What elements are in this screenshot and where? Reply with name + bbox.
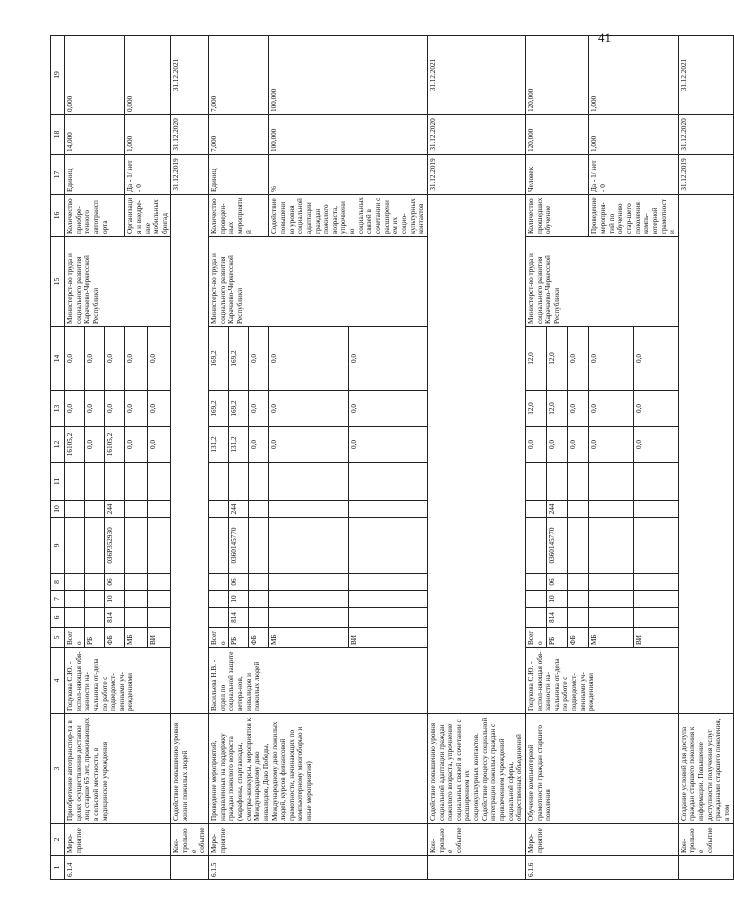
event-kind: Кон- трольное событие — [427, 824, 525, 856]
finance-cell: 0,0 — [568, 391, 589, 427]
measure-number: 6.1.5 — [209, 856, 428, 880]
finance-cell — [249, 591, 269, 608]
finance-cell: 169,2 — [229, 391, 249, 427]
finance-cell — [525, 574, 546, 591]
measure-kind: Меро- приятие — [209, 824, 428, 856]
finance-cell: 169,2 — [229, 327, 249, 391]
finance-cell — [85, 518, 105, 574]
finance-cell — [148, 518, 171, 574]
finance-cell — [209, 608, 229, 628]
finance-cell — [568, 574, 589, 591]
finance-cell — [148, 591, 171, 608]
finance-cell — [634, 463, 679, 501]
finance-cell: 0,0 — [85, 427, 105, 463]
column-number-cell: 10 — [51, 501, 65, 518]
finance-source: ВИ — [348, 628, 427, 648]
finance-cell: 0,0 — [269, 391, 348, 427]
finance-cell: 0,0 — [589, 427, 634, 463]
finance-cell — [589, 501, 634, 518]
finance-cell — [568, 591, 589, 608]
rotated-table-wrapper — [50, 40, 731, 880]
column-number-cell: 19 — [51, 36, 65, 115]
finance-cell: 12,0 — [547, 327, 568, 391]
finance-cell — [634, 574, 679, 591]
finance-cell: 10 — [547, 591, 568, 608]
finance-cell — [348, 574, 427, 591]
measure-executor: Гоцукова С.Ю. - испол-няющая обя-занности на-чальника от-дела по работе с подведомст-венными уч-реждениями — [525, 648, 678, 714]
finance-source: Всего — [65, 628, 85, 648]
finance-cell — [249, 518, 269, 574]
event-title: Содействие повышению уровня жизни пожилых людей — [171, 714, 209, 824]
indicator-value-2019: 1,000 — [589, 115, 678, 155]
finance-cell: 0,0 — [105, 327, 125, 391]
finance-cell: 169,2 — [209, 391, 229, 427]
finance-cell: 0,0 — [249, 327, 269, 391]
finance-cell: 169,2 — [209, 327, 229, 391]
indicator-value-2020: 1,000 — [589, 36, 678, 115]
event-row — [427, 36, 525, 880]
indicator-value-2019: 120,000 — [525, 115, 588, 155]
event-date-2021: 31.12.2021 — [678, 36, 733, 115]
column-number-cell: 12 — [51, 427, 65, 463]
finance-cell: 0,0 — [249, 427, 269, 463]
finance-source: ФБ — [568, 628, 589, 648]
finance-cell — [348, 501, 427, 518]
finance-cell — [85, 574, 105, 591]
measure-kind: Меро- приятие — [525, 824, 678, 856]
event-date-2019: 31.12.2019 — [171, 155, 209, 195]
column-number-cell: 13 — [51, 391, 65, 427]
measure-executor: Васильева Н.В. - отдел по социальной защите ветера-нов, инвалидов и пожилых людей — [209, 648, 428, 714]
finance-cell — [65, 463, 85, 501]
table-row — [525, 36, 546, 880]
measure-kind: Меро- приятие — [65, 824, 171, 856]
event-number — [678, 856, 733, 880]
finance-cell: 0,0 — [589, 391, 634, 427]
finance-cell: 0,0 — [125, 427, 148, 463]
finance-cell: 814 — [229, 608, 249, 628]
finance-cell: 06 — [547, 574, 568, 591]
finance-source: ВИ — [148, 628, 171, 648]
finance-cell — [269, 518, 348, 574]
event-row — [171, 36, 209, 880]
finance-cell: 244 — [547, 501, 568, 518]
event-title: Содействие повышению уровня социальной адаптации граждан пожилого возраста, упрочнение социальных связей в сочетании с расширением их социокультурных контактов. Содействие процессу социальной интеграции пожилых граждан с привлечением учреждений социальной сферы, общественных объединений — [427, 714, 525, 824]
event-kind: Кон- трольное событие — [678, 824, 733, 856]
finance-cell — [525, 608, 546, 628]
finance-cell — [105, 463, 125, 501]
finance-cell: 0360145770 — [547, 518, 568, 574]
event-number — [427, 856, 525, 880]
finance-cell — [229, 463, 249, 501]
finance-cell — [249, 463, 269, 501]
finance-cell: 0360145770 — [229, 518, 249, 574]
finance-cell: 0,0 — [525, 427, 546, 463]
finance-cell: 0,0 — [634, 427, 679, 463]
event-date-2021: 31.12.2021 — [427, 36, 525, 115]
finance-cell — [525, 463, 546, 501]
finance-cell — [525, 518, 546, 574]
indicator-value-2020: 0,000 — [125, 36, 171, 115]
finance-cell — [348, 608, 427, 628]
finance-cell — [269, 501, 348, 518]
finance-cell: 12,0 — [525, 391, 546, 427]
finance-cell: 131,2 — [209, 427, 229, 463]
finance-cell: 0,0 — [634, 327, 679, 391]
finance-source: Всего — [209, 628, 229, 648]
finance-cell — [65, 501, 85, 518]
measure-executor: Гоцукова С.Ю. - испол-няющая обя-занности на-чальника от-дела по работе с подведомст-венными уч-реждениями — [65, 648, 171, 714]
finance-cell: 16105,2 — [65, 427, 85, 463]
column-number-cell: 8 — [51, 574, 65, 591]
column-number-cell: 17 — [51, 155, 65, 195]
finance-cell — [85, 591, 105, 608]
header-row — [51, 36, 65, 880]
indicator-unit: Да - 1/ нет - 0 — [589, 155, 678, 195]
finance-cell: 0,0 — [568, 427, 589, 463]
event-date-2020: 31.12.2020 — [171, 115, 209, 155]
finance-cell — [634, 518, 679, 574]
column-number-cell: 6 — [51, 608, 65, 628]
finance-cell — [589, 463, 634, 501]
finance-cell — [589, 591, 634, 608]
finance-cell — [125, 463, 148, 501]
program-table — [50, 35, 734, 880]
indicator-unit: Да - 1/ нет - 0 — [125, 155, 171, 195]
finance-cell — [634, 591, 679, 608]
indicator-name: Проведение мероприя-тий по обучению стар-шего поколения компь-ютерной грамотности — [589, 195, 678, 237]
table-row — [65, 36, 85, 880]
finance-cell: 0,0 — [269, 327, 348, 391]
finance-cell — [65, 518, 85, 574]
finance-cell — [65, 574, 85, 591]
finance-cell — [209, 501, 229, 518]
finance-cell — [249, 608, 269, 628]
finance-source: ФБ — [105, 628, 125, 648]
measure-number: 6.1.4 — [65, 856, 171, 880]
indicator-value-2020: 120,000 — [525, 36, 588, 115]
finance-cell — [269, 574, 348, 591]
indicator-unit: Человек — [525, 155, 588, 195]
page-number: 41 — [598, 30, 611, 45]
finance-cell — [249, 501, 269, 518]
event-empty — [427, 195, 525, 714]
finance-source: РБ — [229, 628, 249, 648]
finance-source: МБ — [589, 628, 634, 648]
finance-cell — [148, 501, 171, 518]
finance-cell — [85, 463, 105, 501]
finance-cell: 814 — [547, 608, 568, 628]
finance-source: МБ — [125, 628, 148, 648]
indicator-value-2020: 100,000 — [269, 36, 428, 115]
finance-cell: 244 — [105, 501, 125, 518]
finance-cell — [568, 518, 589, 574]
event-number — [171, 856, 209, 880]
measure-title: Обучение компьютерной грамотности граждан старшего поколения — [525, 714, 678, 824]
finance-cell: 0,0 — [348, 427, 427, 463]
finance-cell: 06 — [105, 574, 125, 591]
finance-cell: 0,0 — [568, 327, 589, 391]
indicator-name: Организация и внедре-ние мобильных бригад — [125, 195, 171, 237]
finance-cell — [125, 501, 148, 518]
column-number-cell: 14 — [51, 327, 65, 391]
column-number-cell: 9 — [51, 518, 65, 574]
finance-cell — [148, 608, 171, 628]
ministry-cell: Министерст-во труда и социального развития Карачаево-Черкесской Республики — [525, 237, 678, 327]
finance-cell — [269, 608, 348, 628]
finance-cell — [85, 608, 105, 628]
finance-cell — [125, 608, 148, 628]
finance-cell: 0,0 — [85, 327, 105, 391]
finance-cell — [65, 591, 85, 608]
finance-cell — [125, 574, 148, 591]
finance-cell — [148, 463, 171, 501]
indicator-value-2019: 1,000 — [125, 115, 171, 155]
measure-title: Проведение мероприятий, направленных на поддержку граждан пожилого возраста (марафоны, спартакиады, смотры-конкурсы, мероприятия к Международному дню инвалидов, Дню Победы, Международному дню пожилых людей, курсов финансовой грамотности, начинающих по компьютерному многоборью и иные мероприятия) — [209, 714, 428, 824]
column-number-cell: 16 — [51, 195, 65, 237]
finance-cell — [209, 591, 229, 608]
finance-cell — [269, 463, 348, 501]
indicator-unit: Единиц — [65, 155, 125, 195]
finance-cell — [589, 608, 634, 628]
column-number-cell: 18 — [51, 115, 65, 155]
event-title: Создание условий для доступа граждан старшего поколения к информации. Повышение доступности получения услуг гражданами старшего поколения, в том — [678, 714, 733, 824]
column-number-cell: 15 — [51, 237, 65, 327]
column-number-cell: 1 — [51, 856, 65, 880]
finance-cell: 0,0 — [148, 391, 171, 427]
finance-cell: 0,0 — [249, 391, 269, 427]
finance-cell — [249, 574, 269, 591]
finance-cell: 0,0 — [148, 327, 171, 391]
finance-cell: 0,0 — [65, 327, 85, 391]
finance-cell — [348, 591, 427, 608]
finance-cell — [568, 463, 589, 501]
finance-source: ФБ — [249, 628, 269, 648]
finance-source: ВИ — [634, 628, 679, 648]
event-row — [678, 36, 733, 880]
finance-cell: 16105,2 — [105, 427, 125, 463]
finance-cell: 0,0 — [634, 391, 679, 427]
finance-cell — [525, 501, 546, 518]
indicator-unit: % — [269, 155, 428, 195]
finance-cell — [209, 518, 229, 574]
finance-cell: 036Р352930 — [105, 518, 125, 574]
column-number-cell: 4 — [51, 648, 65, 714]
finance-source: РБ — [85, 628, 105, 648]
column-number-cell: 3 — [51, 714, 65, 824]
event-empty — [678, 195, 733, 714]
finance-cell: 10 — [105, 591, 125, 608]
measure-title: Приобретение автотранспор-та в целях осуществления доставки лиц старше 65 лет, проживающих в сельской местности, в медицинские учреждения — [65, 714, 171, 824]
event-kind: Кон- трольное событие — [171, 824, 209, 856]
finance-cell: 0,0 — [269, 427, 348, 463]
finance-cell — [568, 501, 589, 518]
finance-cell: 131,2 — [229, 427, 249, 463]
finance-cell — [348, 463, 427, 501]
indicator-name: Количество проведен-ных мероприятий — [209, 195, 269, 237]
table-row — [209, 36, 229, 880]
finance-cell — [525, 591, 546, 608]
finance-cell — [65, 608, 85, 628]
indicator-name: Содействие повышению уровня социальной адаптации граждан пожилого возраста, упрочнению социальных связей в сочетании с расширением их социо-культурных контактов — [269, 195, 428, 237]
finance-cell — [209, 463, 229, 501]
indicator-value-2020: 7,000 — [209, 36, 269, 115]
ministry-cell: Министерст-во труда и социального развития Карачаево-Черкесской Республики — [209, 237, 428, 327]
finance-cell: 814 — [105, 608, 125, 628]
finance-cell — [125, 591, 148, 608]
finance-cell — [209, 574, 229, 591]
finance-cell: 06 — [229, 574, 249, 591]
finance-cell — [589, 518, 634, 574]
finance-source: РБ — [547, 628, 568, 648]
finance-cell: 0,0 — [85, 391, 105, 427]
event-date-2020: 31.12.2020 — [678, 115, 733, 155]
finance-cell: 12,0 — [525, 327, 546, 391]
finance-cell: 10 — [229, 591, 249, 608]
indicator-value-2019: 14,000 — [65, 115, 125, 155]
finance-cell: 0,0 — [547, 427, 568, 463]
finance-cell: 0,0 — [148, 427, 171, 463]
finance-cell — [547, 463, 568, 501]
finance-cell: 0,0 — [125, 327, 148, 391]
finance-cell — [148, 574, 171, 591]
indicator-value-2019: 100,000 — [269, 115, 428, 155]
finance-cell — [269, 591, 348, 608]
event-date-2019: 31.12.2019 — [678, 155, 733, 195]
finance-cell — [85, 501, 105, 518]
finance-source: МБ — [269, 628, 348, 648]
column-number-cell: 11 — [51, 463, 65, 501]
finance-cell — [634, 501, 679, 518]
finance-cell — [125, 518, 148, 574]
finance-cell: 244 — [229, 501, 249, 518]
column-number-cell: 5 — [51, 628, 65, 648]
column-number-cell: 2 — [51, 824, 65, 856]
indicator-unit: Единиц — [209, 155, 269, 195]
indicator-value-2019: 7,000 — [209, 115, 269, 155]
indicator-name: Количество прошедших обучение — [525, 195, 588, 237]
indicator-name: Количество приобре-тенного автотранспорта — [65, 195, 125, 237]
finance-source: Всего — [525, 628, 546, 648]
finance-cell: 0,0 — [65, 391, 85, 427]
finance-cell: 0,0 — [348, 327, 427, 391]
finance-cell — [568, 608, 589, 628]
ministry-cell: Министерст-во труда и социального развития Карачаево-Черкесской Республики — [65, 237, 171, 327]
finance-cell — [348, 518, 427, 574]
column-number-cell: 7 — [51, 591, 65, 608]
event-date-2019: 31.12.2019 — [427, 155, 525, 195]
finance-cell: 0,0 — [589, 327, 634, 391]
event-empty — [171, 195, 209, 714]
finance-cell — [589, 574, 634, 591]
finance-cell — [634, 608, 679, 628]
event-date-2020: 31.12.2020 — [427, 115, 525, 155]
indicator-value-2020: 0,000 — [65, 36, 125, 115]
measure-number: 6.1.6 — [525, 856, 678, 880]
finance-cell: 0,0 — [125, 391, 148, 427]
finance-cell: 0,0 — [348, 391, 427, 427]
finance-cell: 12,0 — [547, 391, 568, 427]
finance-cell: 0,0 — [105, 391, 125, 427]
event-date-2021: 31.12.2021 — [171, 36, 209, 115]
